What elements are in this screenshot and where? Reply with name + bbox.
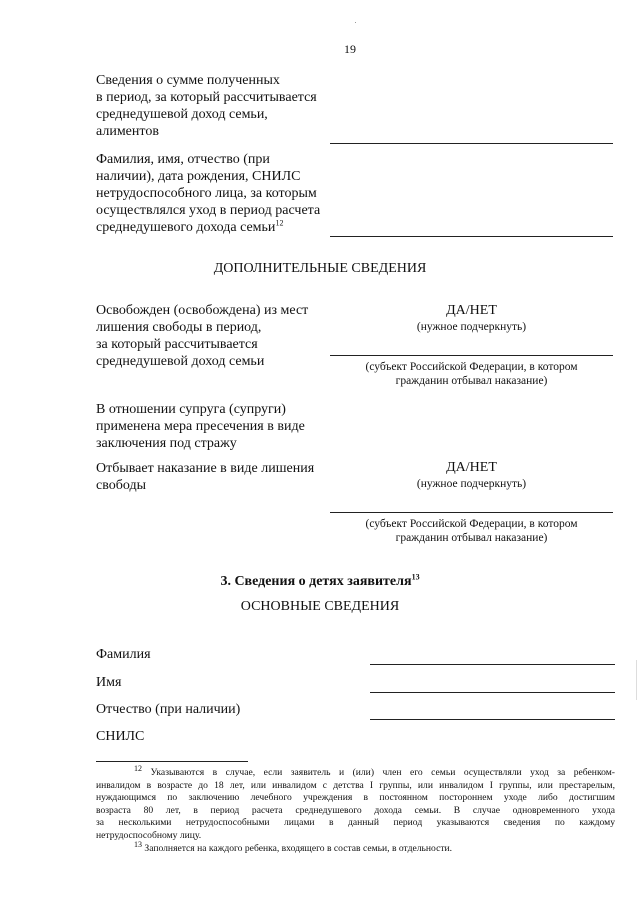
alimony-input-line[interactable]	[330, 143, 613, 144]
footnote-13: $^{13}$ Заполняется на каждого ребенка, входящего в состав семьи, в отдельности.	[134, 839, 453, 854]
underline-hint-2: (нужное подчеркнуть)	[416, 478, 527, 490]
scan-edge-mark	[636, 660, 637, 700]
name-label: Имя	[96, 675, 122, 690]
name-input-line[interactable]	[370, 692, 615, 693]
caregiver-label: Фамилия, имя, отчество (при наличии), дата рождения, СНИЛС нетрудоспособного лица, за которым осуществлялся уход в период расчета среднедушевого дохода семьи$^{12}$	[96, 152, 321, 235]
page-number: 19	[344, 42, 356, 56]
released-label: Освобожден (освобождена) из мест лишения свободы в период, за который рассчитывается среднедушевой доход семьи	[96, 303, 309, 369]
region-hint-1: (субъект Российской Федерации, в котором гражданин отбывал наказание)	[365, 361, 578, 387]
snils-label: СНИЛС	[96, 729, 145, 744]
scan-speck	[355, 22, 356, 23]
surname-input-line[interactable]	[370, 664, 615, 665]
yes-no-choice-1[interactable]: ДА/НЕТ	[446, 303, 497, 318]
caregiver-input-line[interactable]	[330, 236, 613, 237]
section3-subheading: ОСНОВНЫЕ СВЕДЕНИЯ	[240, 599, 400, 614]
custody-label: В отношении супруга (супруги) применена мера пресечения в виде заключения под стражу	[96, 402, 305, 451]
region-input-line-1[interactable]	[330, 355, 613, 356]
footnote-12: $^{12}$ Указываются в случае, если заявитель и (или) член его семьи осуществляли уход за ребенком- инвалидом в возрасте до 18 лет, или инвалидом с детства I группы, или инвалидом I группы, или престарелым, нуждающимся по заключению лечебного учреждения в постоянном постороннем уходе либо достигшим возраста 80 лет, в период расчета среднедушевого дохода семьи. В случае одновременного ухода за несколькими нетрудоспособными лицами в данный период указываются сведения по каждому нетрудоспособному лицу.	[96, 763, 615, 841]
region-hint-2: (субъект Российской Федерации, в котором гражданин отбывал наказание)	[365, 518, 578, 544]
footnote-separator	[96, 761, 248, 762]
additional-heading: ДОПОЛНИТЕЛЬНЫЕ СВЕДЕНИЯ	[213, 261, 427, 276]
surname-label: Фамилия	[96, 647, 151, 662]
patronymic-input-line[interactable]	[370, 719, 615, 720]
serving-label: Отбывает наказание в виде лишения свободы	[96, 461, 315, 493]
footnote-ref-13: 13	[411, 572, 420, 582]
underline-hint-1: (нужное подчеркнуть)	[416, 321, 527, 333]
yes-no-choice-2[interactable]: ДА/НЕТ	[446, 460, 497, 475]
alimony-label: Сведения о сумме полученных в период, за который рассчитывается среднедушевой доход семьи, алиментов	[96, 73, 317, 139]
region-input-line-2[interactable]	[330, 512, 613, 513]
section3-heading: 3. Сведения о детях заявителя$^{13}$	[220, 572, 420, 589]
footnote-ref-12: 12	[275, 218, 284, 228]
patronymic-label: Отчество (при наличии)	[96, 702, 241, 717]
